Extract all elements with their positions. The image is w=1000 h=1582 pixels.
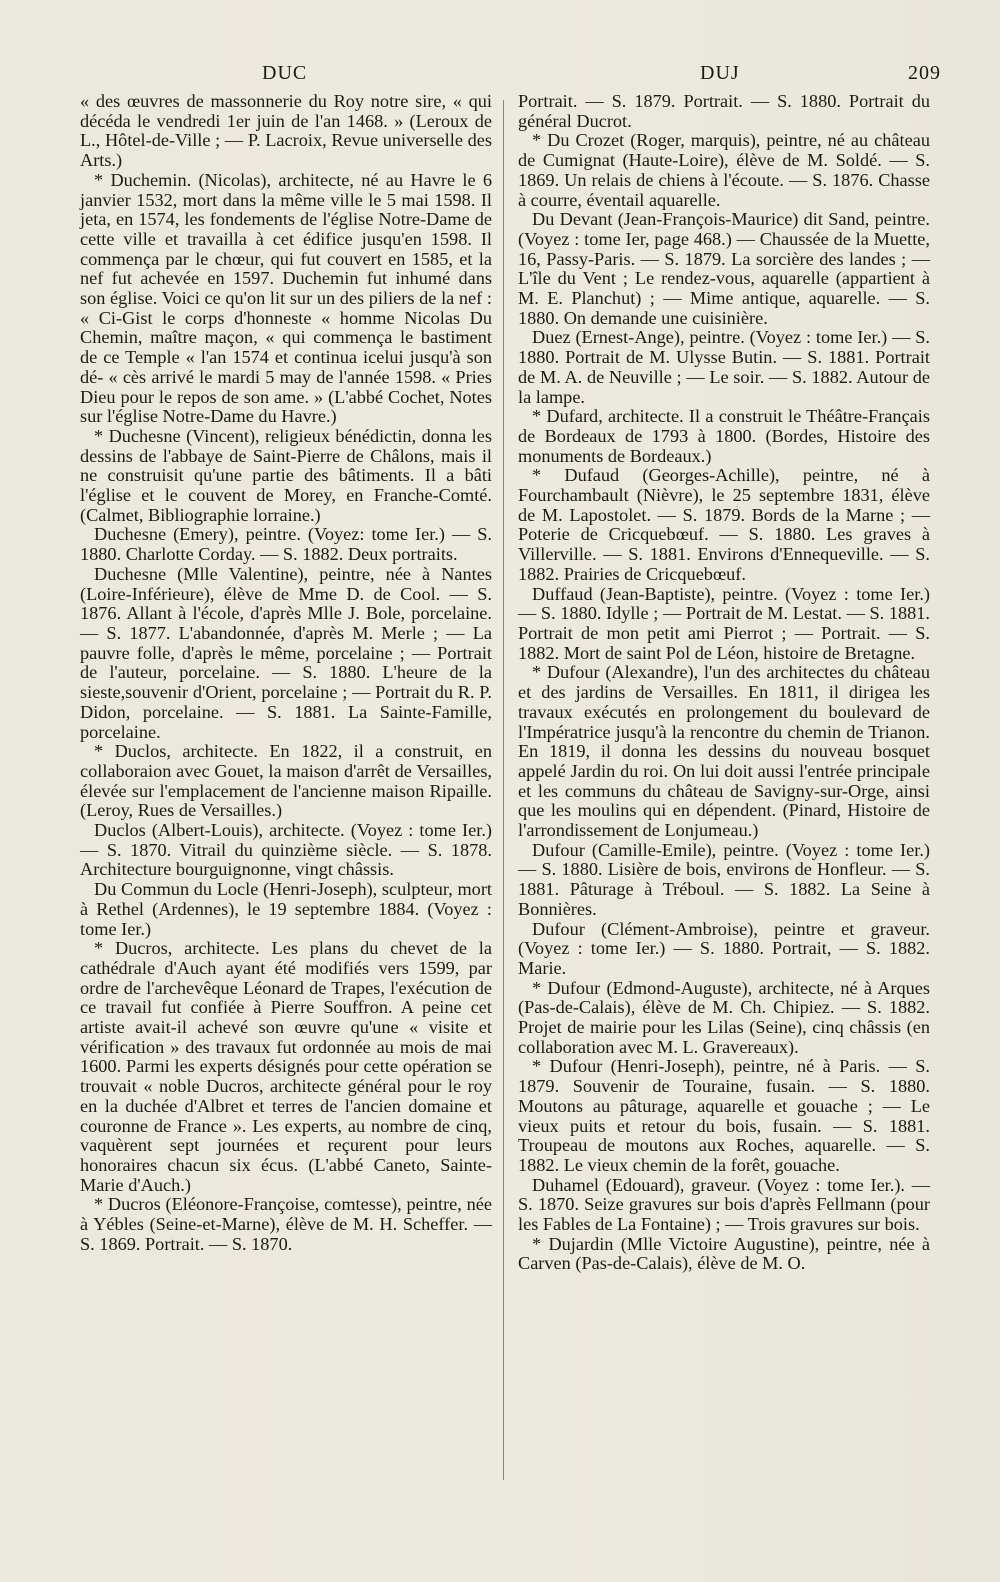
dictionary-entry: * Dujardin (Mlle Victoire Augustine), peintre, née à Carven (Pas-de-Calais), élève de M. O. xyxy=(518,1233,930,1274)
dictionary-entry: Du Devant (Jean-François-Maurice) dit Sand, peintre. (Voyez : tome Ier, page 468.) — Chaussée de la Muette, 16, Passy-Paris. — S. 1879. La sorcière des landes ; — L'île du Vent ; Le rendez-vous, aquarelle (appartient à M. E. Planchut) ; — Mime antique, aquarelle. — S. 1880. On demande une cuisinière. xyxy=(518,209,930,328)
dictionary-entry: Dufour (Camille-Emile), peintre. (Voyez : tome Ier.) — S. 1880. Lisière de bois, environs de Honfleur. — S. 1881. Pâturage à Tréboul. — S. 1882. La Seine à Bonnières. xyxy=(518,839,930,919)
dictionary-entry: * Duchemin. (Nicolas), architecte, né au Havre le 6 janvier 1532, mort dans la même ville le 5 mai 1598. Il jeta, en 1574, les fondements de l'église Notre-Dame de cette ville et travailla à cet édifice jusqu'en 1598. Il commença par le chœur, qui fut couvert en 1585, et la nef fut achevée en 1597. Duchemin fut inhumé dans son église. Voici ce qu'on lit sur un des piliers de la nef : « Ci-Gist le corps d'honneste « homme Nicolas Du Chemin, maître maçon, « qui commença le bastiment de ce Temple « l'an 1574 et continua icelui jusqu'à son dé- « cès arrivé le mardi 5 may de l'année 1598. « Pries Dieu pour le repos de son ame. » (L'abbé Cochet, Notes sur l'église Notre-Dame du Havre.) xyxy=(80,169,492,427)
dictionary-entry: * Ducros (Eléonore-Françoise, comtesse), peintre, née à Yébles (Seine-et-Marne), élève de M. H. Scheffer. — S. 1869. Portrait. — S. 1870. xyxy=(80,1194,492,1254)
dictionary-entry: Duez (Ernest-Ange), peintre. (Voyez : tome Ier.) — S. 1880. Portrait de M. Ulysse Butin. — S. 1881. Portrait de M. A. de Neuville ; — Le soir. — S. 1882. Autour de la lampe. xyxy=(518,327,930,407)
dictionary-entry: * Dufard, architecte. Il a construit le Théâtre-Français de Bordeaux de 1793 à 1800. (Bordes, Histoire des monuments de Bordeaux.) xyxy=(518,406,930,466)
dictionary-entry: Du Commun du Locle (Henri-Joseph), sculpteur, mort à Rethel (Ardennes), le 19 septembre 1884. (Voyez : tome Ier.) xyxy=(80,879,492,939)
dictionary-entry: * Ducros, architecte. Les plans du chevet de la cathédrale d'Auch ayant été modifiés vers 1599, par ordre de l'archevêque Léonard de Trapes, l'exécution de ce travail fut confiée à Pierre Souffron. A peine cet artiste avait-il achevé son œuvre qu'une « visite et vérification » des travaux fut ordonnée au mois de mai 1600. Parmi les experts désignés pour cette opération se trouvait « noble Ducros, architecte général pour le roy en la duchée d'Albret et terres de l'ancien domaine et couronne de France ». Les experts, au nombre de cinq, vaquèrent sept journées et reçurent pour leurs honoraires chacun six écus. (L'abbé Caneto, Sainte-Marie d'Auch.) xyxy=(80,938,492,1195)
running-head-center: DUJ xyxy=(700,62,740,84)
left-column xyxy=(80,92,492,1254)
dictionary-entry: * Du Crozet (Roger, marquis), peintre, né au château de Cumignat (Haute-Loire), élève de M. Soldé. — S. 1869. Un relais de chiens à l'écoute. — S. 1876. Chasse à courre, éventail aquarelle. xyxy=(518,130,930,210)
right-column xyxy=(518,92,930,1274)
column-divider xyxy=(503,100,504,1480)
dictionary-entry: « des œuvres de massonnerie du Roy notre sire, « qui décéda le vendredi 1er juin de l'an 1468. » (Leroux de L., Hôtel-de-Ville ; — P. Lacroix, Revue universelle des Arts.) xyxy=(80,91,492,171)
running-head-left: DUC xyxy=(262,62,308,84)
dictionary-entry: Dufour (Clément-Ambroise), peintre et graveur. (Voyez : tome Ier.) — S. 1880. Portrait, — S. 1882. Marie. xyxy=(518,918,930,978)
dictionary-entry: * Dufour (Edmond-Auguste), architecte, né à Arques (Pas-de-Calais), élève de M. Ch. Chipiez. — S. 1882. Projet de mairie pour les Lilas (Seine), cinq châssis (en collaboration avec M. L. Gravereaux). xyxy=(518,977,930,1057)
page-number: 209 xyxy=(908,62,941,84)
dictionary-entry: Duclos (Albert-Louis), architecte. (Voyez : tome Ier.) — S. 1870. Vitrail du quinzième siècle. — S. 1878. Architecture bourguignonne, vingt châssis. xyxy=(80,820,492,880)
dictionary-entry: Duhamel (Edouard), graveur. (Voyez : tome Ier.). — S. 1870. Seize gravures sur bois d'après Fellmann (pour les Fables de La Fontaine) ; — Trois gravures sur bois. xyxy=(518,1174,930,1235)
dictionary-entry: Duchesne (Emery), peintre. (Voyez: tome Ier.) — S. 1880. Charlotte Corday. — S. 1882. Deux portraits. xyxy=(80,524,492,565)
dictionary-entry: * Duchesne (Vincent), religieux bénédictin, donna les dessins de l'abbaye de Saint-Pierre de Châlons, mais il ne construisit qu'une partie des bâtiments. Il a bâti l'église et le couvent de Morey, en Franche-Comté. (Calmet, Bibliographie lorraine.) xyxy=(80,425,492,525)
dictionary-entry: Portrait. — S. 1879. Portrait. — S. 1880. Portrait du général Ducrot. xyxy=(518,91,930,131)
dictionary-entry: Duffaud (Jean-Baptiste), peintre. (Voyez : tome Ier.) — S. 1880. Idylle ; — Portrait de M. Lestat. — S. 1881. Portrait de mon petit ami Pierrot ; — Portrait. — S. 1882. Mort de saint Pol de Léon, histoire de Bretagne. xyxy=(518,583,930,663)
dictionary-entry: * Dufaud (Georges-Achille), peintre, né à Fourchambault (Nièvre), le 25 septembre 1831, élève de M. Lapostolet. — S. 1879. Bords de la Marne ; — Poterie de Cricquebœuf. — S. 1880. Les graves à Villerville. — S. 1881. Environs d'Ennequeville. — S. 1882. Prairies de Cricquebœuf. xyxy=(518,465,930,584)
dictionary-entry: Duchesne (Mlle Valentine), peintre, née à Nantes (Loire-Inférieure), élève de Mme D. de Cool. — S. 1876. Allant à l'école, d'après Mlle J. Bole, porcelaine. — S. 1877. L'abandonnée, d'après M. Merle ; — La pauvre folle, d'après le même, porcelaine ; — Portrait de l'auteur, porcelaine. — S. 1880. L'heure de la sieste,souvenir d'Orient, porcelaine ; — Portrait du R. P. Didon, porcelaine. — S. 1881. La Sainte-Famille, porcelaine. xyxy=(80,563,492,742)
dictionary-entry: * Duclos, architecte. En 1822, il a construit, en collaboraion avec Gouet, la maison d'arrêt de Versailles, élevée sur l'emplacement de l'ancienne maison Ripaille. (Leroy, Rues de Versailles.) xyxy=(80,741,492,821)
dictionary-entry: * Dufour (Alexandre), l'un des architectes du château et des jardins de Versailles. En 1811, il dirigea les travaux exécutés en prolongement du boulevard de l'Impératrice jusqu'à la rencontre du chemin de Trianon. En 1819, il donna les dessins du nouveau bosquet appelé Jardin du roi. On lui doit aussi l'entrée principale et les communs du château de Savigny-sur-Orge, ainsi que les moulins qui en dépendent. (Pinard, Histoire de l'arrondissement de Lonjumeau.) xyxy=(518,662,930,841)
dictionary-entry: * Dufour (Henri-Joseph), peintre, né à Paris. — S. 1879. Souvenir de Touraine, fusain. — S. 1880. Moutons au pâturage, aquarelle et gouache ; — Le vieux puits et retour du bois, fusain. — S. 1881. Troupeau de moutons aux Roches, aquarelle. — S. 1882. Le vieux chemin de la forêt, gouache. xyxy=(518,1056,930,1175)
